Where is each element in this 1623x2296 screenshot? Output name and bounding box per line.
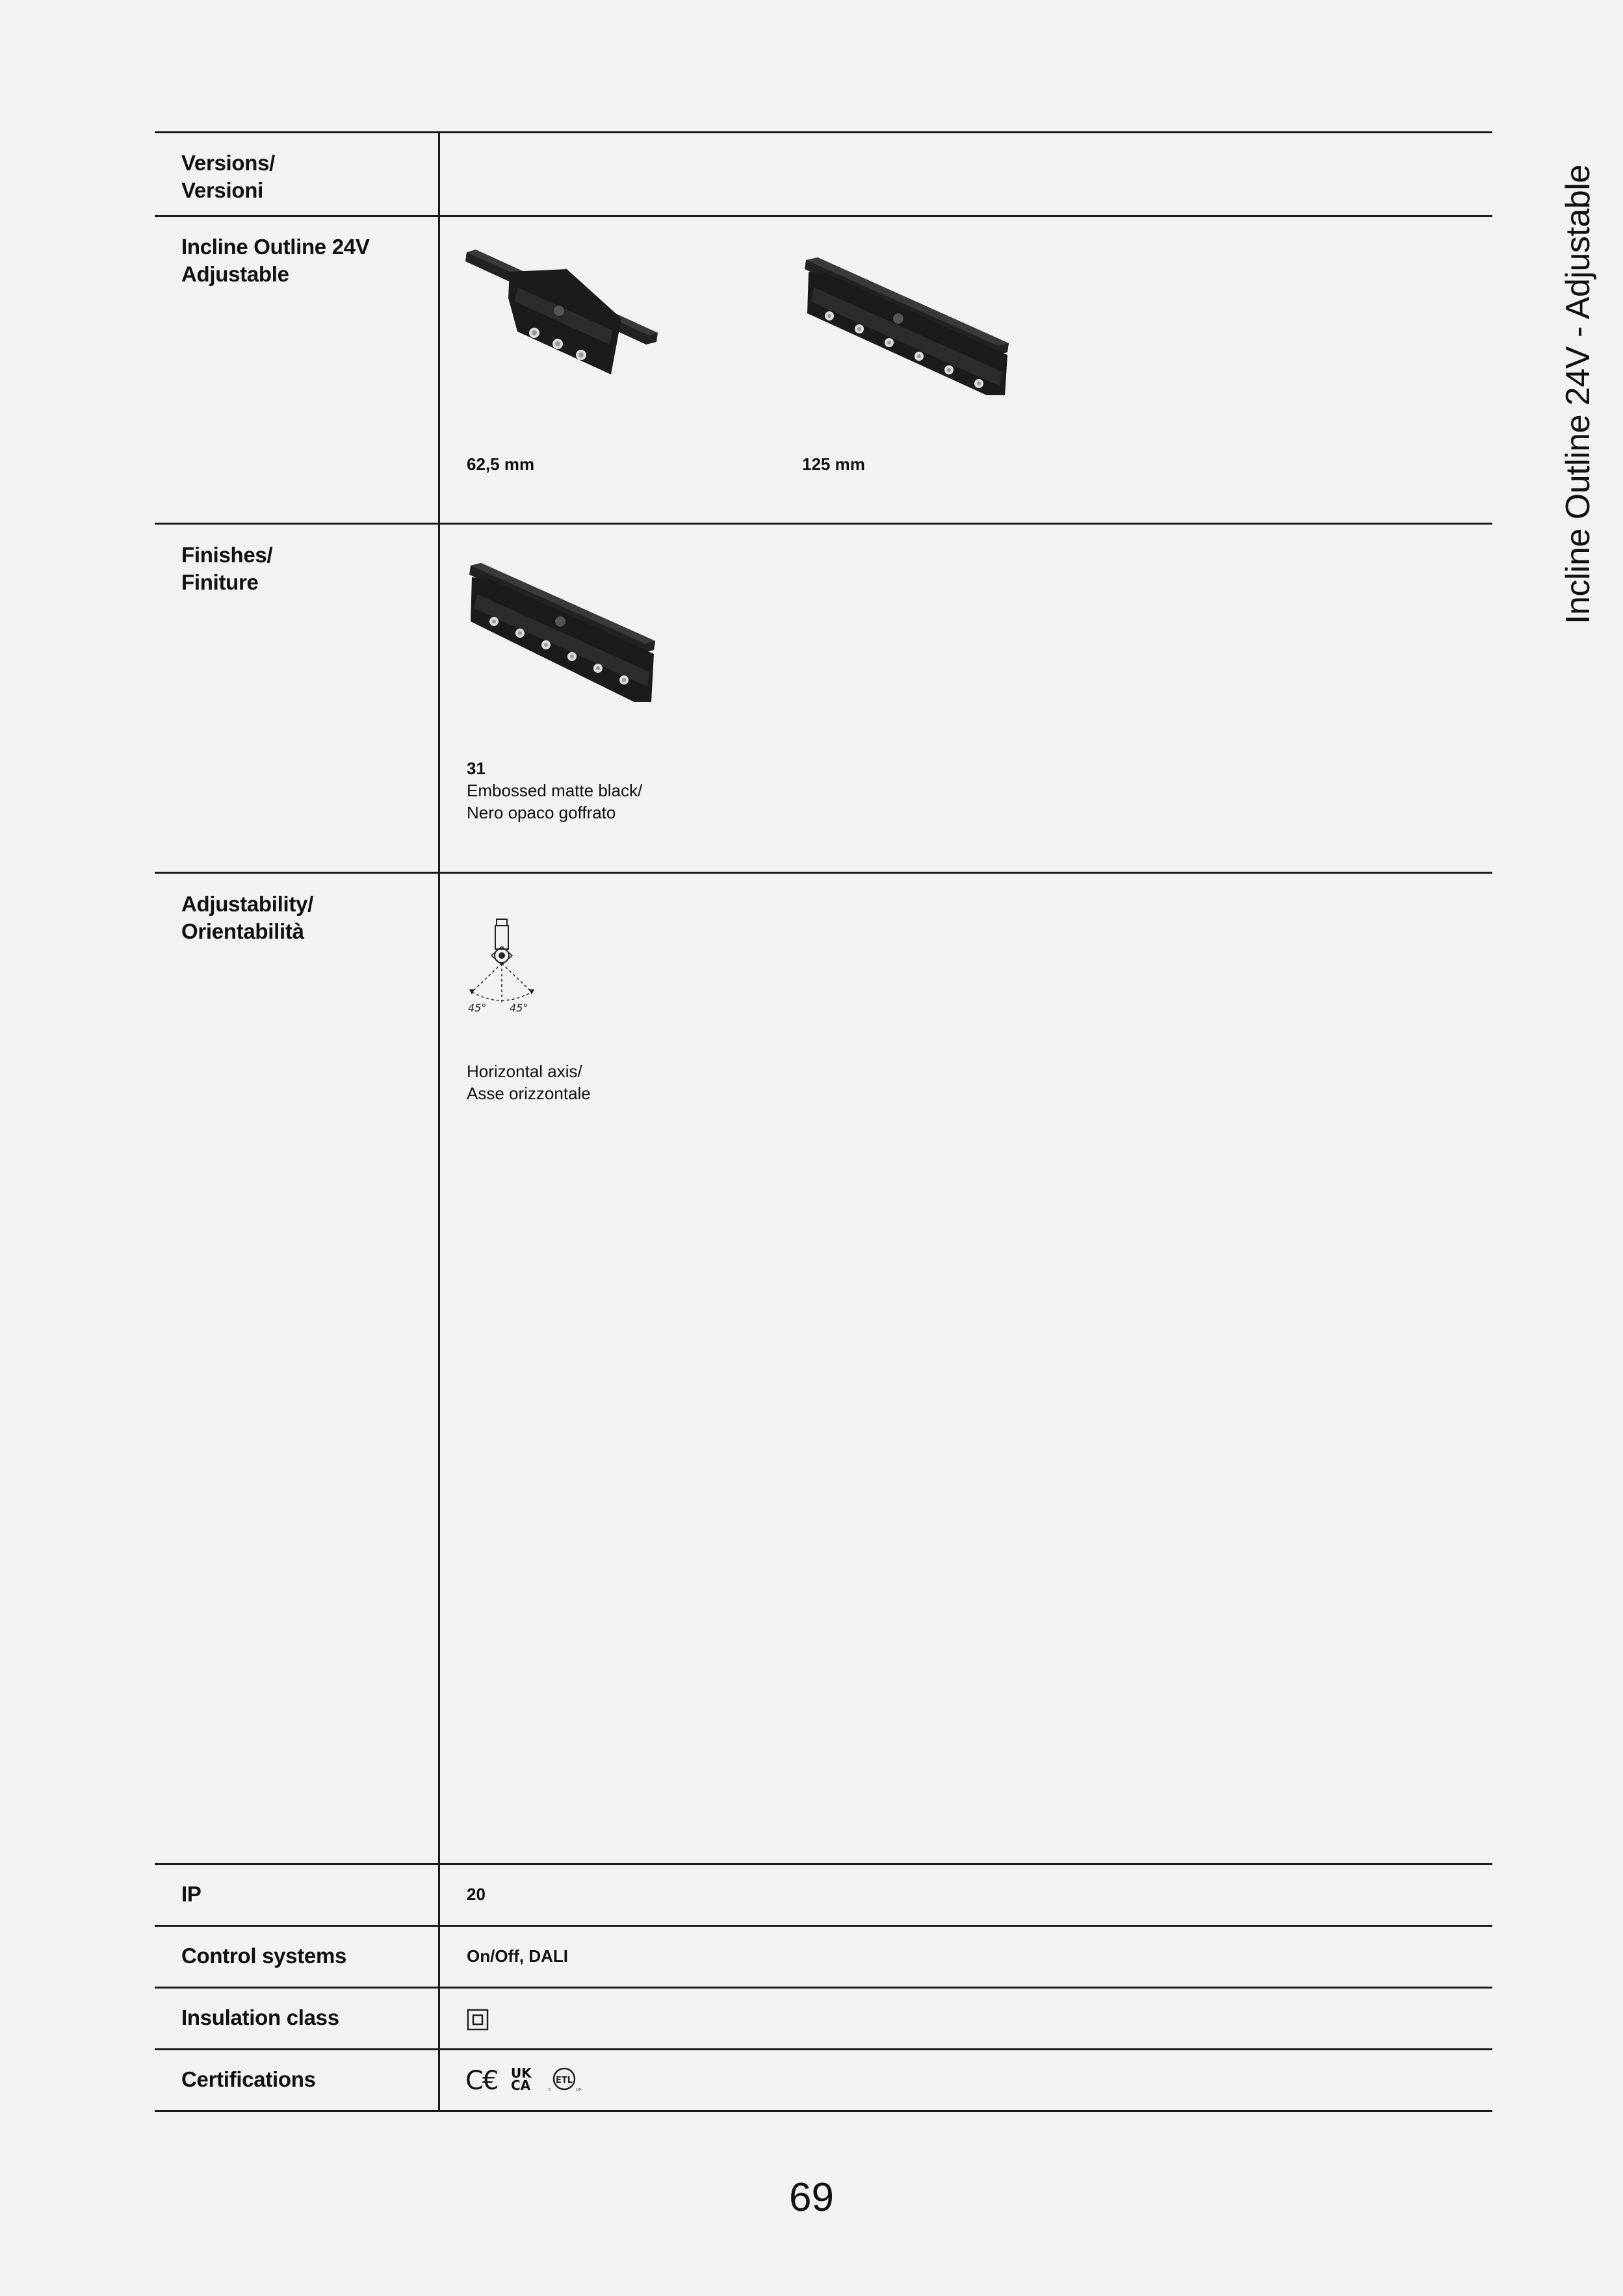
etl-mark-icon [549, 2066, 581, 2093]
page-number: 69 [789, 2175, 834, 2220]
finish-code: 31 [467, 759, 486, 778]
svg-text:ETL: ETL [555, 2076, 573, 2085]
rule-control [155, 1987, 1492, 1989]
rule-finishes [155, 872, 1492, 874]
rule-insulation [155, 2048, 1492, 2050]
side-title: Incline Outline 24V - Adjustable [1559, 164, 1597, 624]
axis-label-it: Asse orizzontale [467, 1084, 591, 1103]
ip-value: 20 [467, 1885, 486, 1904]
svg-text:us: us [576, 2087, 581, 2092]
control-systems-value: On/Off, DALI [467, 1946, 568, 1966]
finish-name-en: Embossed matte black/ [467, 781, 643, 800]
rule-ip [155, 1925, 1492, 1927]
svg-text:45°: 45° [510, 1002, 528, 1014]
ce-mark-icon: C€ [465, 2066, 498, 2096]
svg-text:c: c [549, 2087, 551, 2092]
product-label: Incline Outline 24V Adjustable [181, 235, 370, 286]
versions-label: Versions/ Versioni [181, 151, 276, 202]
long-track-light-image [801, 254, 1015, 403]
insulation-class-label: Insulation class [181, 2005, 339, 2029]
horizontal-axis-rotation-icon [463, 914, 541, 1018]
finishes-label: Finishes/ Finiture [181, 543, 273, 594]
rule-adjustability [155, 1863, 1492, 1865]
rule-top [155, 131, 1492, 133]
column-divider [438, 131, 440, 2112]
ip-label: IP [181, 1882, 201, 1906]
finish-name-it: Nero opaco goffrato [467, 803, 616, 822]
certifications-label: Certifications [181, 2067, 316, 2091]
class-ii-square-icon [467, 2009, 489, 2031]
rule-bottom [155, 2110, 1492, 2112]
control-systems-label: Control systems [181, 1944, 347, 1968]
adjustability-label: Adjustability/ Orientabilità [181, 892, 313, 943]
svg-text:45°: 45° [468, 1002, 487, 1014]
finish-swatch-image [465, 559, 660, 709]
ukca-mark-icon: UK CA [511, 2065, 532, 2093]
variant-size-short: 62,5 mm [467, 454, 535, 474]
rule-product [155, 523, 1492, 525]
variant-size-long: 125 mm [802, 454, 865, 474]
short-track-light-image [463, 247, 664, 384]
axis-label-en: Horizontal axis/ [467, 1062, 582, 1081]
rule-versions [155, 215, 1492, 217]
